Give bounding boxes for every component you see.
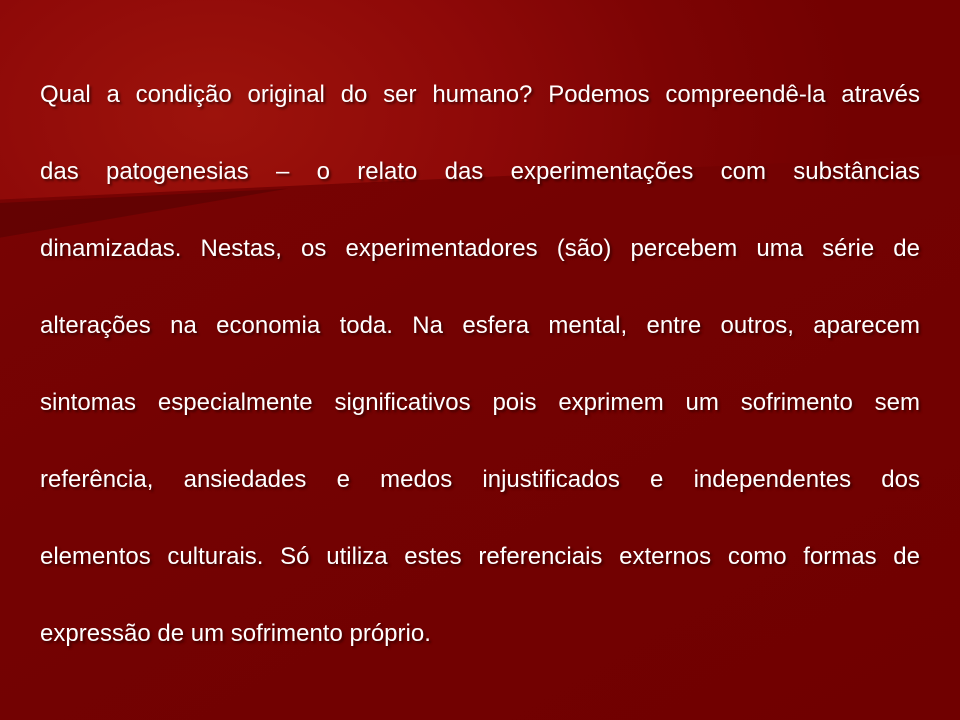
paragraph-line: sintomas especialmente significativos pois exprimem um sofrimento sem	[40, 389, 920, 416]
paragraph-line: expressão de um sofrimento próprio.	[40, 620, 431, 647]
paragraph-line: dinamizadas. Nestas, os experimentadores (são) percebem uma série de	[40, 235, 920, 262]
paragraph-line: alterações na economia toda. Na esfera mental, entre outros, aparecem	[40, 312, 920, 339]
paragraph-line: Qual a condição original do ser humano? Podemos compreendê-la através	[40, 81, 920, 108]
paragraph-line: elementos culturais. Só utiliza estes referenciais externos como formas de	[40, 543, 920, 570]
paragraph-line: referência, ansiedades e medos injustificados e independentes dos	[40, 466, 920, 493]
paragraph-line: das patogenesias – o relato das experimentações com substâncias	[40, 158, 920, 185]
